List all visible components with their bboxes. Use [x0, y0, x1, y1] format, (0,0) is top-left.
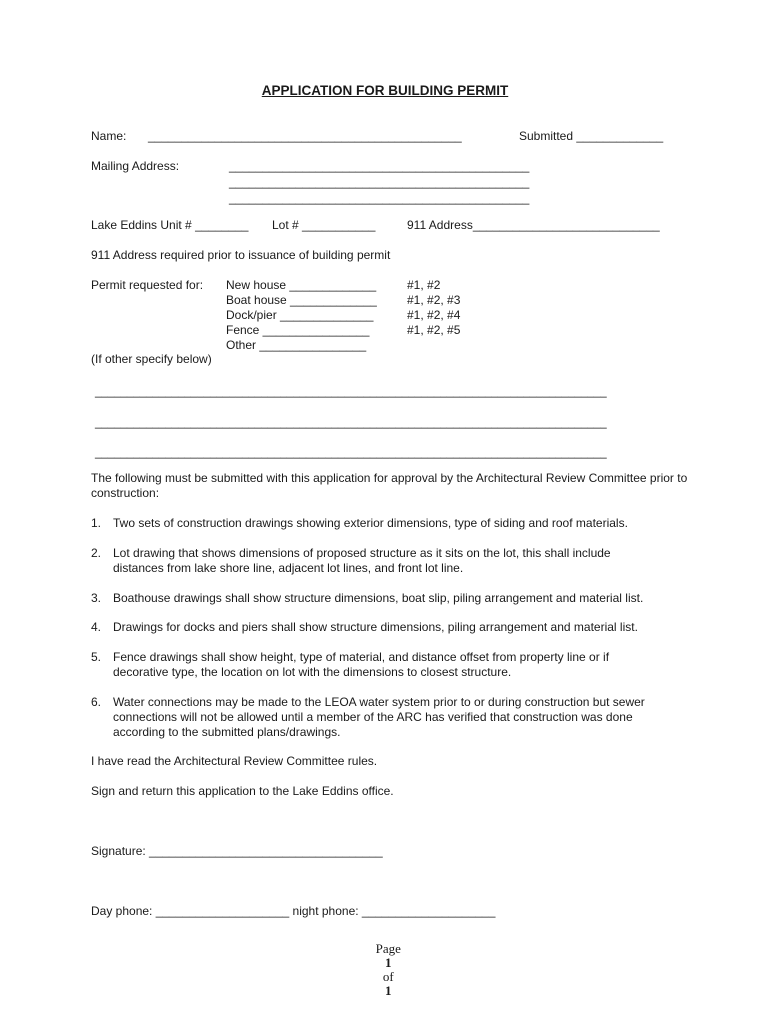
other-note: (If other specify below)	[91, 352, 212, 366]
phone-fields: Day phone: ____________________ night phone: ____________________	[91, 904, 496, 918]
other-line: ________________________________________________________________________________	[95, 417, 607, 429]
requirement-num: 2.	[91, 546, 102, 560]
other-line: ________________________________________________________________________________	[95, 386, 607, 398]
requirement-text: Drawings for docks and piers shall show structure dimensions, piling arrangement and material list.	[113, 620, 638, 634]
submitted-field: Submitted _____________	[519, 129, 664, 143]
requirement-text: Water connections may be made to the LEOA water system prior to or during construction but sewer connections will not be allowed until a member of the ARC has verified that construction was done according to the submitted plans/drawings.	[113, 695, 645, 739]
permit-item: Other ________________	[226, 338, 367, 352]
address911-field: 911 Address____________________________	[407, 218, 660, 232]
requirement-num: 1.	[91, 516, 102, 530]
mailing-line: _____________________________________________	[229, 191, 530, 205]
permit-item: Boat house _____________	[226, 293, 377, 307]
footer-page-number: 1	[385, 955, 392, 970]
signature-field: Signature: ___________________________________	[91, 844, 383, 858]
mailing-line: _____________________________________________	[229, 175, 530, 189]
requirement-text: Fence drawings shall show height, type of material, and distance offset from property line or if decorative type, the location on lot with the dimensions to closest structure.	[113, 650, 610, 679]
permit-code: #1, #2, #5	[407, 323, 461, 337]
permit-item: Dock/pier ______________	[226, 308, 374, 322]
unit-field: Lake Eddins Unit # ________	[91, 218, 249, 232]
footer-of-label: of	[382, 969, 394, 984]
intro-text: The following must be submitted with this application for approval by the Architectural Review Committee prior to construction:	[91, 471, 688, 500]
permit-label: Permit requested for:	[91, 278, 204, 292]
permit-item: Fence ________________	[226, 323, 370, 337]
requirement-num: 6.	[91, 695, 102, 709]
form-title: APPLICATION FOR BUILDING PERMIT	[261, 83, 509, 98]
mailing-label: Mailing Address:	[91, 159, 180, 173]
permit-code: #1, #2	[407, 278, 441, 292]
page-footer	[0, 928, 770, 998]
permit-code: #1, #2, #3	[407, 293, 461, 307]
requirement-text: Boathouse drawings shall show structure dimensions, boat slip, piling arrangement and material list.	[113, 591, 644, 605]
requirement-num: 4.	[91, 620, 102, 634]
name-label: Name:	[91, 129, 127, 143]
permit-item: New house _____________	[226, 278, 377, 292]
address911-note: 911 Address required prior to issuance of building permit	[91, 248, 391, 262]
footer-page-total: 1	[385, 983, 392, 998]
mailing-line: _____________________________________________	[229, 159, 530, 173]
requirement-text: Two sets of construction drawings showing exterior dimensions, type of siding and roof materials.	[113, 516, 628, 530]
permit-code: #1, #2, #4	[407, 308, 461, 322]
requirement-num: 3.	[91, 591, 102, 605]
footer-page-label: Page	[375, 941, 401, 956]
sign-return-text: Sign and return this application to the Lake Eddins office.	[91, 784, 394, 798]
name-line: _______________________________________________	[148, 129, 462, 143]
read-rules-text: I have read the Architectural Review Committee rules.	[91, 754, 378, 768]
lot-field: Lot # ___________	[272, 218, 376, 232]
requirement-num: 5.	[91, 650, 102, 664]
other-line: ________________________________________________________________________________	[95, 447, 607, 459]
requirement-text: Lot drawing that shows dimensions of proposed structure as it sits on the lot, this shall include distances from lake shore line, adjacent lot lines, and front lot line.	[113, 546, 611, 575]
